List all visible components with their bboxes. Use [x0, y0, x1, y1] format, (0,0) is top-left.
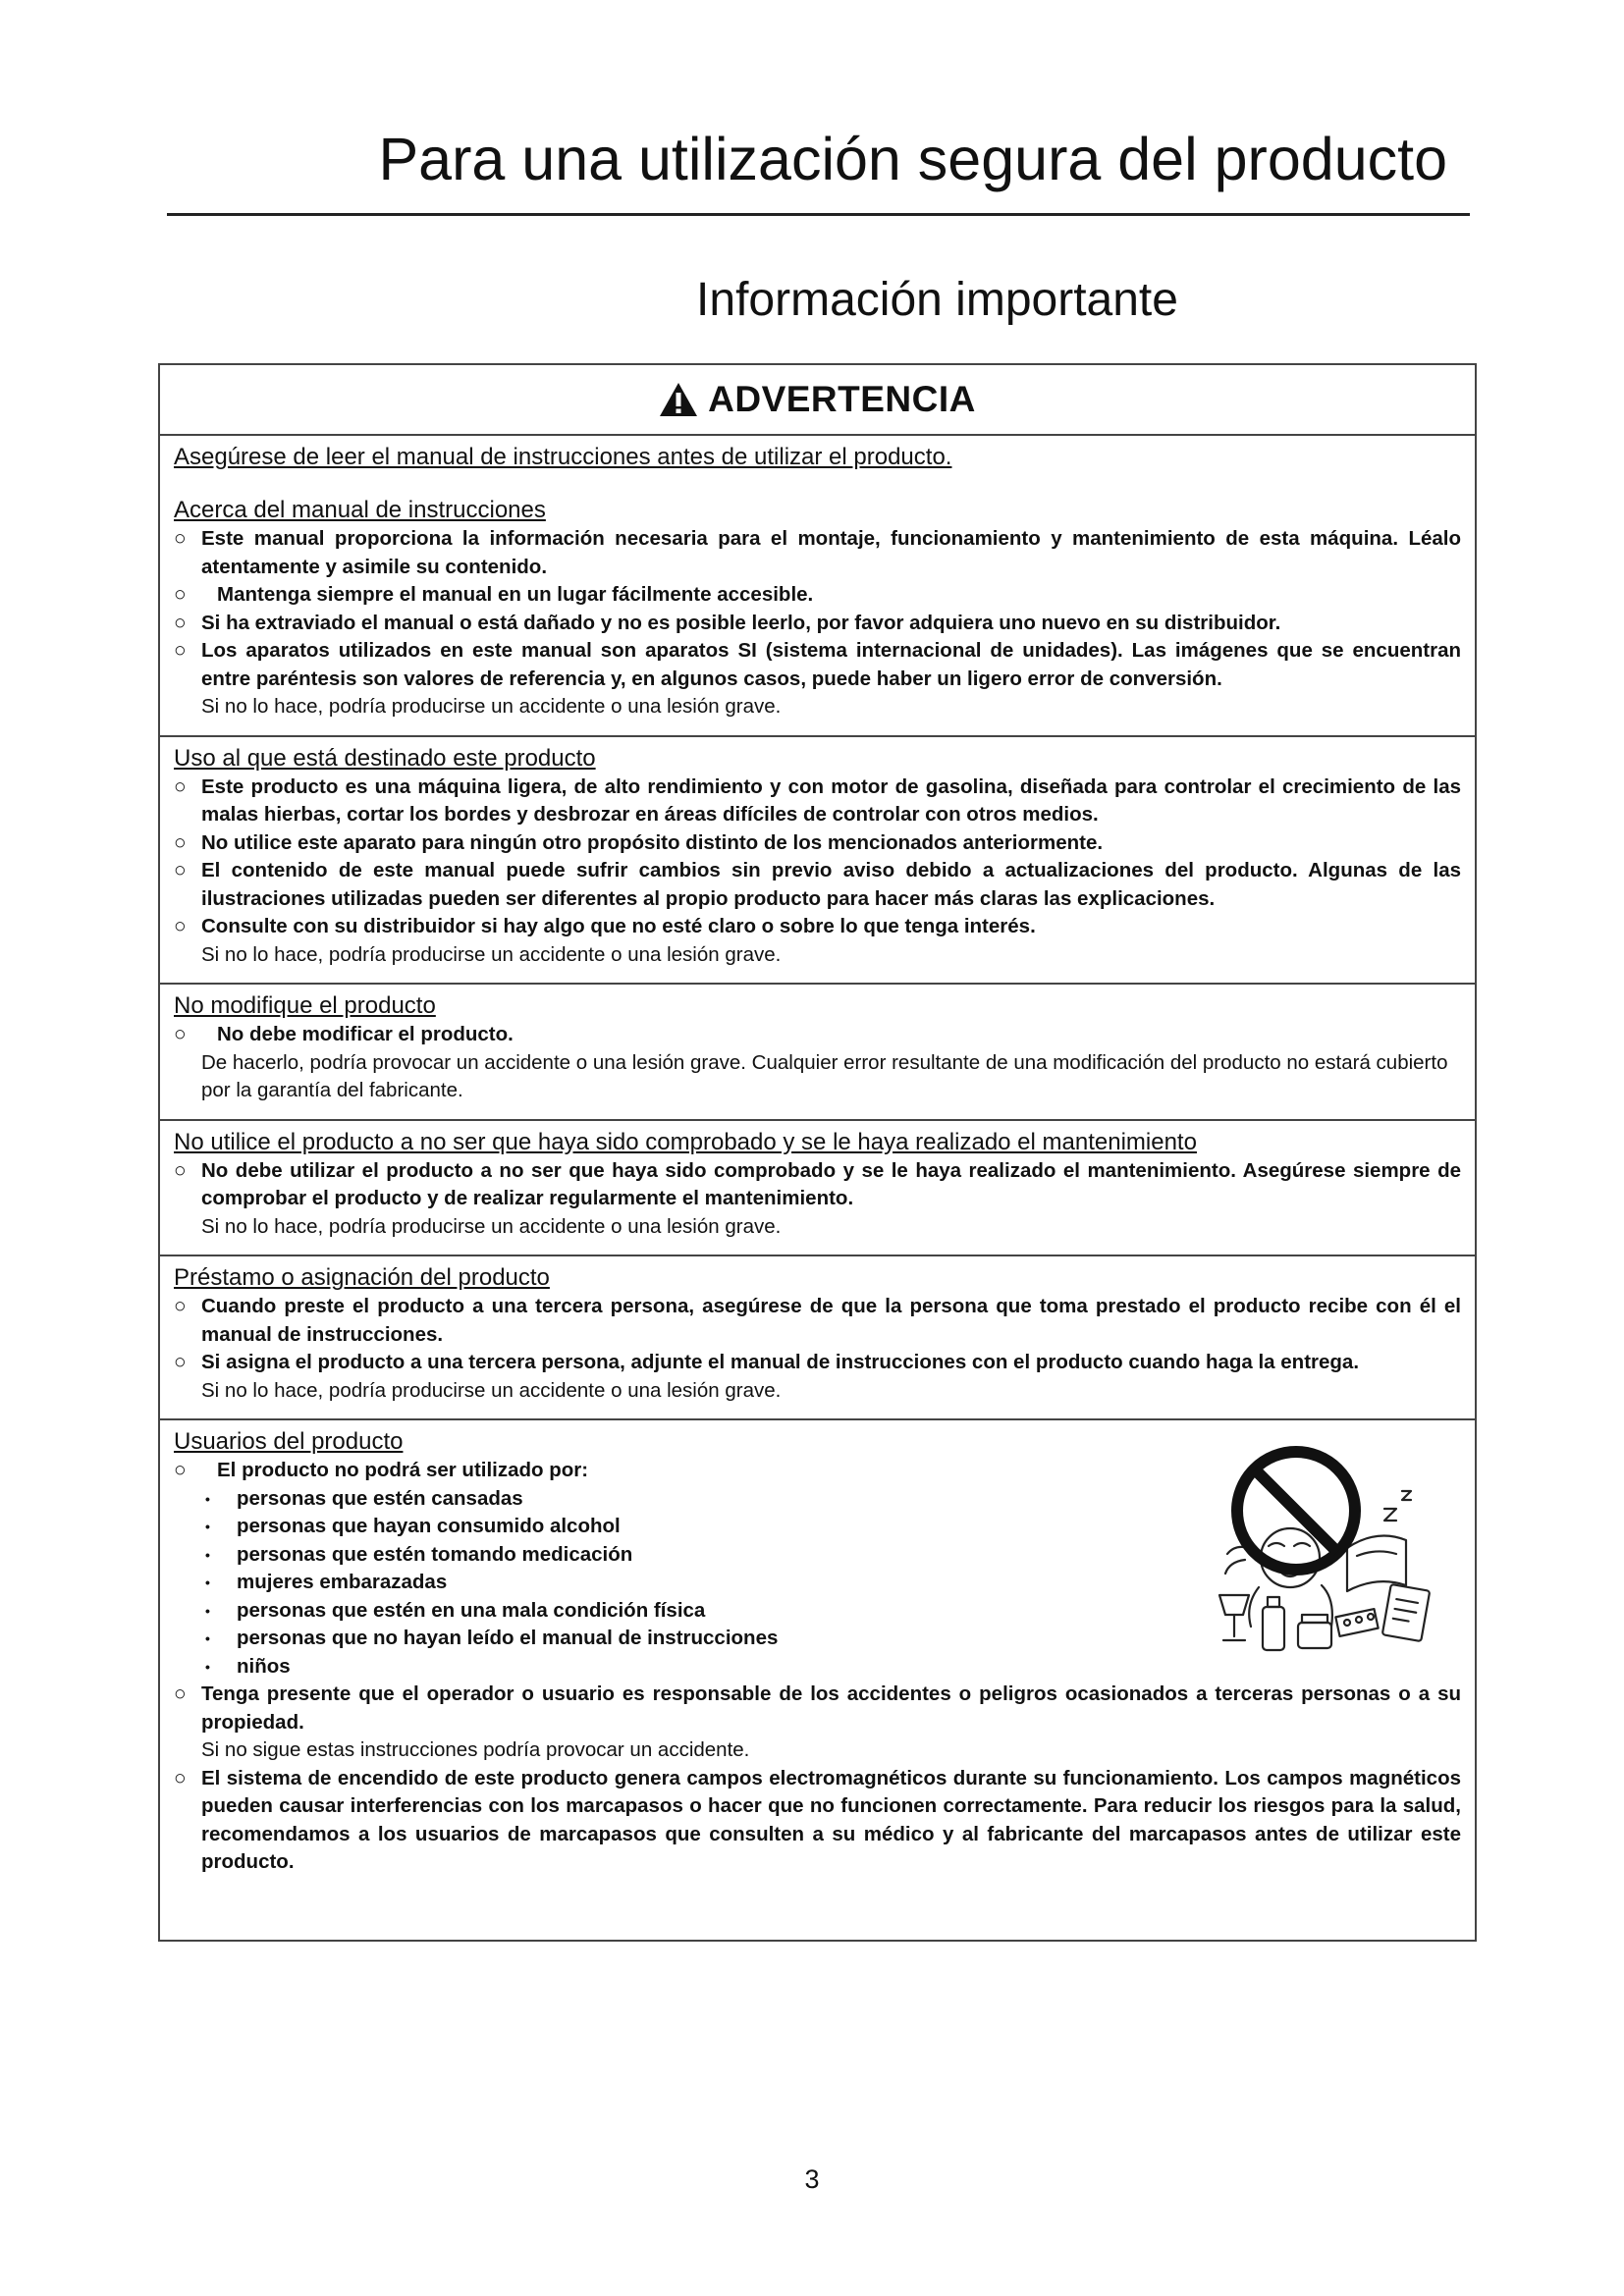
list-item: ○ No utilice este aparato para ningún otro propósito distinto de los mencionados anteriormente.: [174, 829, 1461, 858]
warning-label: ADVERTENCIA: [708, 379, 976, 419]
section-no-modify: [160, 985, 1475, 1121]
circle-bullet-icon: ○: [174, 859, 187, 881]
sub-list-item: • personas que estén tomando medicación: [174, 1541, 1461, 1570]
warning-box: [158, 363, 1477, 1942]
circle-bullet-icon: ○: [174, 830, 187, 854]
circle-bullet-icon: ○: [174, 1023, 187, 1045]
circle-bullet-icon: ○: [174, 1459, 187, 1481]
section-manual: [160, 436, 1475, 737]
section-heading: No modifique el producto: [174, 992, 436, 1019]
list-item: ○ El contenido de este manual puede sufrir cambios sin previo aviso debido a actualizaciones del producto. Algunas de las ilustraciones utilizadas pueden ser diferentes al propio producto para hacer más claras las explicaciones.: [174, 859, 1461, 910]
section-maintenance: [160, 1121, 1475, 1257]
title-rule: [167, 213, 1470, 216]
prohibition-icon: [1200, 1440, 1435, 1656]
circle-bullet-icon: ○: [174, 1682, 187, 1705]
section-heading: Acerca del manual de instrucciones: [174, 497, 546, 523]
sub-list-item: • mujeres embarazadas: [174, 1569, 1461, 1597]
dot-bullet-icon: •: [205, 1575, 210, 1590]
list-item: ○ Mantenga siempre el manual en un lugar fácilmente accesible.: [174, 581, 1461, 610]
circle-bullet-icon: ○: [174, 774, 187, 798]
warning-triangle-icon: [659, 382, 698, 417]
dot-bullet-icon: •: [205, 1490, 210, 1507]
section-note: Si no lo hace, podría producirse un accidente o una lesión grave.: [201, 1214, 782, 1238]
dot-bullet-icon: •: [205, 1602, 210, 1619]
intro-heading: Asegúrese de leer el manual de instrucciones antes de utilizar el producto.: [174, 444, 952, 470]
section-note: Si no lo hace, podría producirse un accidente o una lesión grave.: [201, 942, 782, 966]
section-heading: Usuarios del producto: [174, 1428, 404, 1455]
warning-header: [160, 365, 1475, 436]
section-heading: Préstamo o asignación del producto: [174, 1264, 550, 1291]
list-item: ○ Este manual proporciona la información necesaria para el montaje, funcionamiento y mantenimiento de esta máquina. Léalo atentamente y asimile su contenido.: [174, 527, 1461, 578]
sub-list-item: • personas que hayan consumido alcohol: [174, 1513, 1461, 1541]
circle-bullet-icon: ○: [174, 1351, 187, 1373]
circle-bullet-icon: ○: [174, 583, 187, 606]
circle-bullet-icon: ○: [174, 915, 187, 937]
circle-bullet-icon: ○: [174, 611, 187, 634]
list-item: ○ Los aparatos utilizados en este manual son aparatos SI (sistema internacional de unidades). Las imágenes que se encuentran entre paréntesis son valores de referencia y, en algunos casos, puede haber un ligero error de conversión.: [174, 639, 1461, 690]
sub-list-item: • personas que estén cansadas: [174, 1485, 1461, 1514]
section-note: De hacerlo, podría provocar un accidente o una lesión grave. Cualquier error resultante de una modificación del producto no estará cubierto por la garantía del fabricante.: [201, 1050, 1448, 1101]
section-intended-use: [160, 737, 1475, 986]
section-heading: Uso al que está destinado este producto: [174, 744, 596, 772]
list-item: ○ Si asigna el producto a una tercera persona, adjunte el manual de instrucciones con el producto cuando haga la entrega.: [174, 1349, 1461, 1377]
circle-bullet-icon: ○: [174, 639, 187, 662]
sub-list-item: • personas que no hayan leído el manual de instrucciones: [174, 1625, 1461, 1653]
circle-bullet-icon: ○: [174, 1766, 187, 1789]
dot-bullet-icon: •: [205, 1658, 210, 1675]
section-users: [160, 1420, 1475, 1891]
dot-bullet-icon: •: [205, 1546, 210, 1563]
circle-bullet-icon: ○: [174, 527, 187, 550]
page-number: 3: [804, 2164, 820, 2194]
dot-bullet-icon: •: [205, 1630, 210, 1646]
section-heading: No utilice el producto a no ser que haya sido comprobado y se le haya realizado el mantenimiento: [174, 1128, 1197, 1155]
list-item: ○ Este producto es una máquina ligera, de alto rendimiento y con motor de gasolina, diseñada para controlar el crecimiento de las malas hierbas, cortar los bordes y desbrozar en áreas difíciles de controlar con otros medios.: [174, 774, 1461, 826]
section-lending: [160, 1256, 1475, 1420]
list-item: ○ Si ha extraviado el manual o está dañado y no es posible leerlo, por favor adquiera uno nuevo en su distribuidor.: [174, 610, 1461, 638]
page-title: Para una utilización segura del producto: [378, 126, 1447, 192]
list-item: ○ Tenga presente que el operador o usuario es responsable de los accidentes o peligros ocasionados a terceras personas o a su propiedad.: [174, 1682, 1461, 1734]
circle-bullet-icon: ○: [174, 1158, 187, 1182]
list-item: ○ Consulte con su distribuidor si hay algo que no esté claro o sobre lo que tenga interés.: [174, 913, 1461, 941]
circle-bullet-icon: ○: [174, 1295, 187, 1317]
section-note: Si no sigue estas instrucciones podría provocar un accidente.: [201, 1738, 750, 1761]
list-item: ○ Cuando preste el producto a una tercera persona, asegúrese de que la persona que toma prestado el producto recibe con él el manual de instrucciones.: [174, 1295, 1461, 1346]
list-item: ○ No debe modificar el producto.: [174, 1021, 1461, 1049]
section-subtitle: Información importante: [696, 274, 1178, 326]
sub-list-item: • niños: [174, 1653, 1461, 1682]
section-note: Si no lo hace, podría producirse un accidente o una lesión grave.: [201, 1378, 782, 1402]
list-item: ○ El sistema de encendido de este producto genera campos electromagnéticos durante su funcionamiento. Los campos magnéticos pueden causar interferencias con los marcapasos o hacer que no funcionen correctamente. Para reducir los riesgos para la salud, recomendamos a los usuarios de marcapasos que consulten a su médico y al fabricante del marcapasos antes de utilizar este producto.: [174, 1766, 1461, 1873]
dot-bullet-icon: •: [205, 1519, 210, 1534]
list-item: ○ El producto no podrá ser utilizado por:: [174, 1457, 1461, 1485]
sub-list-item: • personas que estén en una mala condición física: [174, 1597, 1461, 1626]
section-note: Si no lo hace, podría producirse un accidente o una lesión grave.: [201, 695, 782, 718]
list-item: ○ No debe utilizar el producto a no ser que haya sido comprobado y se le haya realizado el mantenimiento. Asegúrese siempre de comprobar el producto y de realizar regularmente el mantenimiento.: [174, 1158, 1461, 1209]
